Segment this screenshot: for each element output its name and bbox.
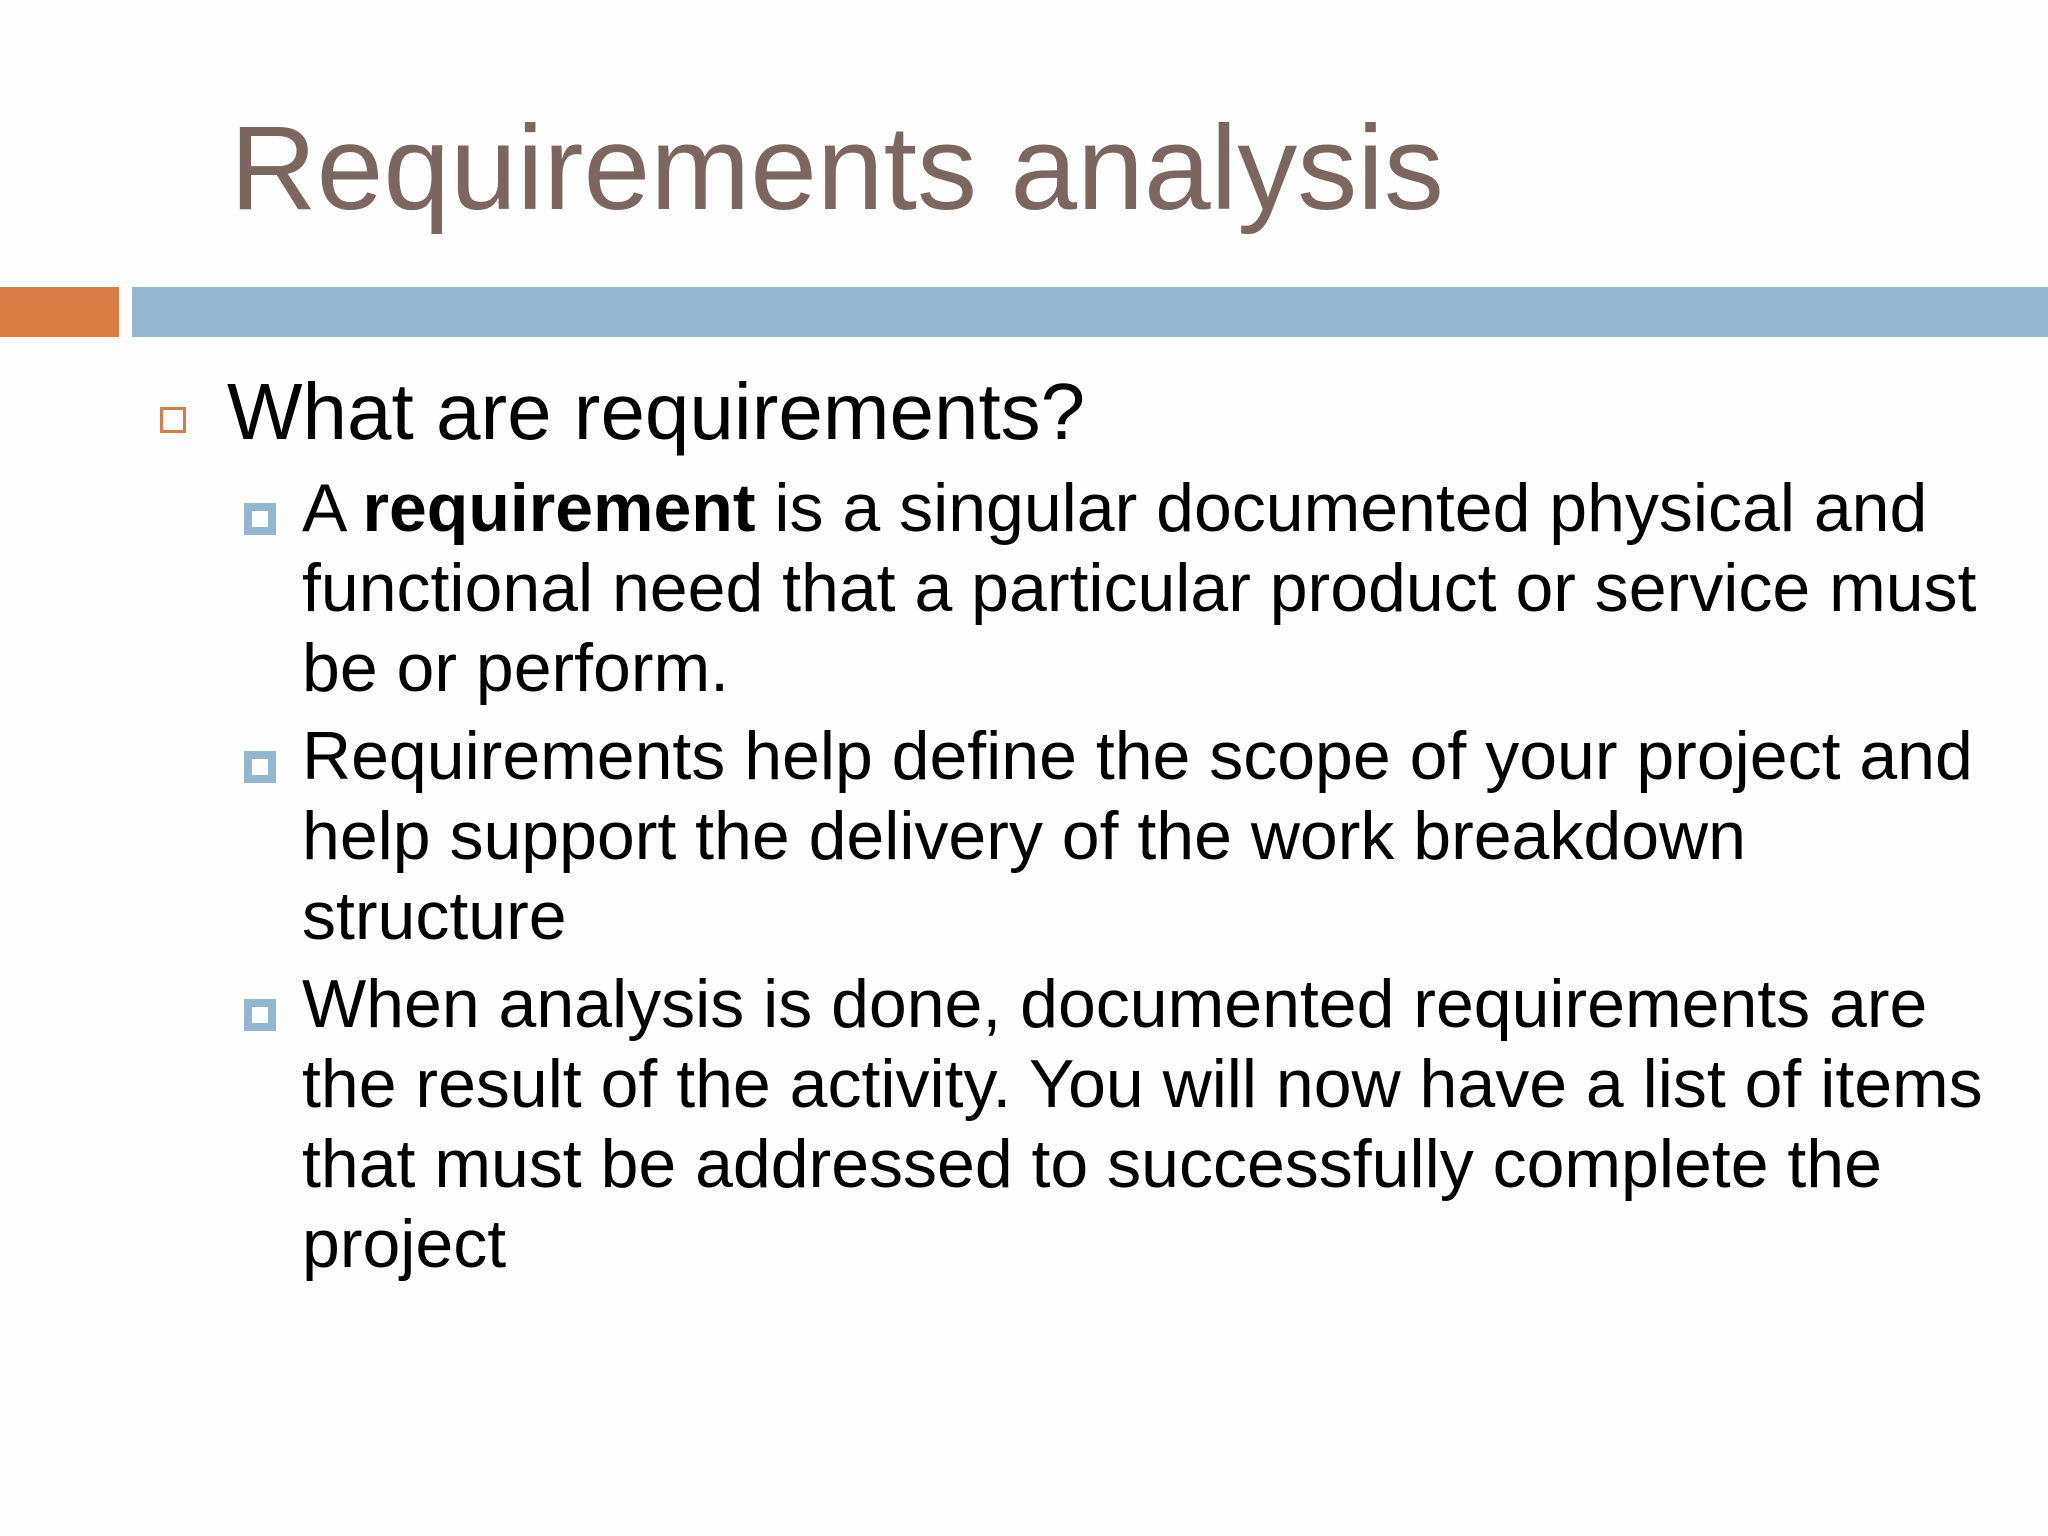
accent-bar-blue	[132, 287, 2048, 337]
bullet-level2-list	[244, 468, 1984, 1292]
slide-title: Requirements analysis	[230, 101, 1444, 235]
bullet-text-prefix: A	[302, 470, 363, 546]
bullet-level2-text: Requirements help define the scope of your project and help support the delivery of the work breakdown structure	[302, 718, 1973, 954]
bullet-level2-item	[244, 964, 1984, 1284]
bullet-level1-row	[160, 367, 1980, 457]
bullet-level2-item	[244, 716, 1984, 956]
filled-square-icon	[244, 999, 276, 1031]
filled-square-icon	[244, 503, 276, 535]
bullet-level2-text	[302, 468, 1984, 708]
bullet-level1-text: What are requirements?	[227, 367, 1086, 456]
bullet-level1	[160, 367, 1980, 457]
accent-bar-orange	[0, 287, 119, 337]
bullet-text-bold-term: requirement	[362, 470, 756, 546]
bullet-level2-text: When analysis is done, documented requirements are the result of the activity. You will now have a list of items that must be addressed to successfully complete the project	[302, 966, 1983, 1282]
hollow-square-icon	[160, 407, 186, 433]
filled-square-icon	[244, 751, 276, 783]
bullet-level2-item	[244, 468, 1984, 708]
bullet-text-suffix: is a singular documented physical and functional need that a particular product or service must be or perform.	[302, 470, 1977, 706]
